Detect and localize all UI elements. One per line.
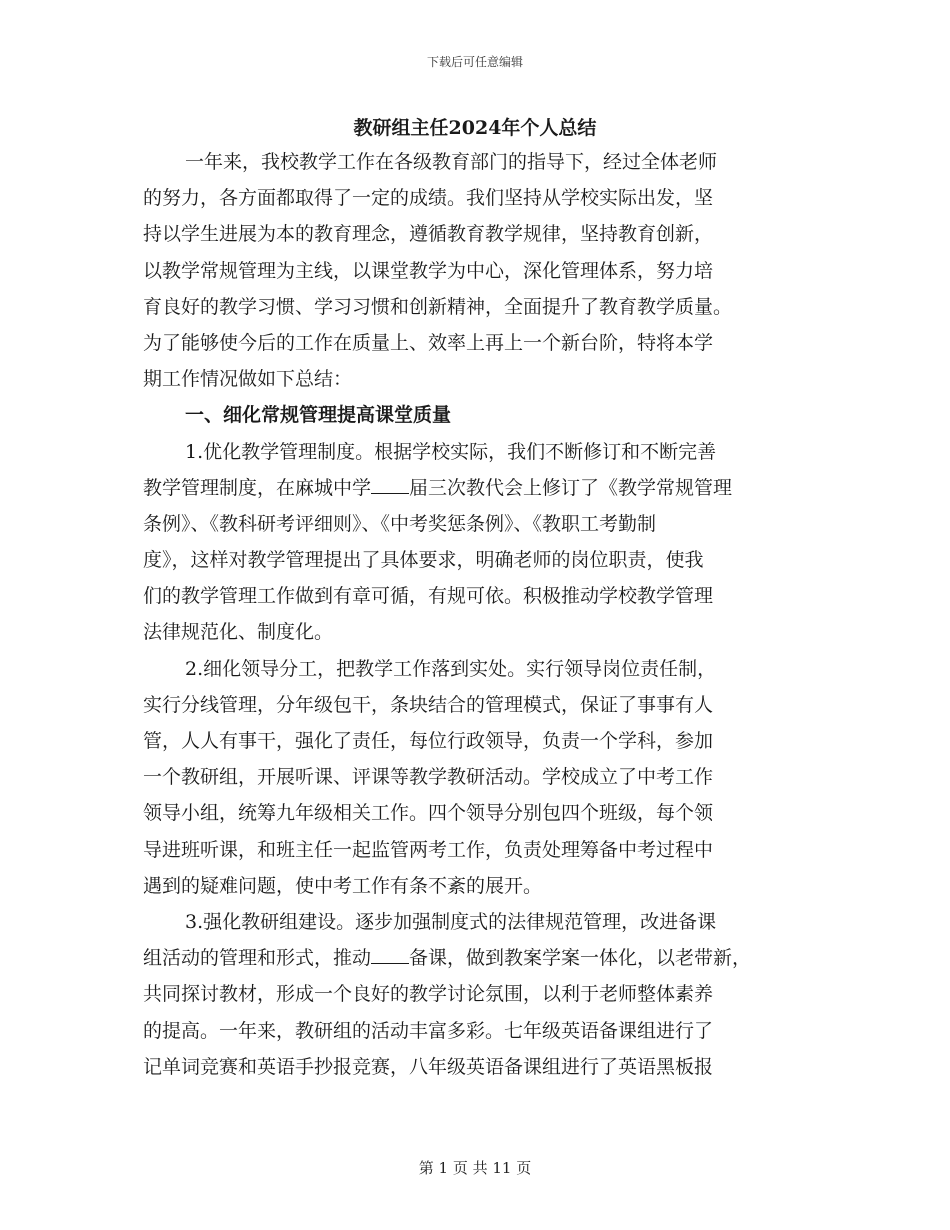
document-title: 教研组主任2024年个人总结 [353,117,597,139]
text-segment: 届三次教代会上修订了《教学常规管理 [409,476,733,499]
page-footer: 第 1 页 共 11 页 [418,1159,532,1177]
text-line: 一个教研组，开展听课、评课等教学教研活动。学校成立了中考工作 [143,766,714,789]
text-segment: 组活动的管理和形式，推动 [143,947,372,970]
text-line: 的提高。一年来，教研组的活动丰富多彩。七年级英语备课组进行了 [143,1019,714,1042]
text-line: 管，人人有事干，强化了责任，每位行政领导，负责一个学科，参加 [143,730,714,752]
text-line: 条例》、《教科研考评细则》、《中考奖惩条例》、《教职工考勤制 [143,512,657,535]
section-heading: 一、细化常规管理提高课堂质量 [185,404,452,427]
blank-underline [371,945,409,964]
text-line: 共同探讨教材，形成一个良好的教学讨论氛围，以利于老师整体素养 [143,983,714,1006]
text-line: 导进班听课，和班主任一起监管两考工作，负责处理筹备中考过程中 [143,838,714,861]
text-line: 记单词竞赛和英语手抄报竞赛，八年级英语备课组进行了英语黑板报 [143,1055,714,1078]
text-line: 一年来，我校教学工作在各级教育部门的指导下，经过全体老师 [185,151,718,173]
text-line: 实行分线管理，分年级包干，条块结合的管理模式，保证了事事有人 [143,693,714,716]
text-line: 领导小组，统筹九年级相关工作。四个领导分别包四个班级，每个领 [143,802,714,825]
text-line: 法律规范化、制度化。 [143,621,334,644]
text-line: 育良好的教学习惯、学习习惯和创新精神，全面提升了教育教学质量。 [143,295,733,318]
text-line: 期工作情况做如下总结： [143,368,353,391]
blank-underline [371,475,409,494]
text-line: 3.强化教研组建设。逐步加强制度式的法律规范管理，改进备课 [185,910,717,933]
text-line: 的努力，各方面都取得了一定的成绩。我们坚持从学校实际出发，坚 [143,187,714,210]
text-line: 以教学常规管理为主线，以课堂教学为中心，深化管理体系，努力培 [143,259,714,282]
text-line [143,470,823,506]
text-segment: 教学管理制度，在麻城中学 [143,476,372,499]
text-line: 持以学生进展为本的教育理念，遵循教育教学规律，坚持教育创新， [143,223,714,246]
text-line: 们的教学管理工作做到有章可循，有规可依。积极推动学校教学管理 [143,585,714,608]
text-line: 2.细化领导分工，把教学工作落到实处。实行领导岗位责任制， [185,657,717,680]
text-line: 1.优化教学管理制度。根据学校实际，我们不断修订和不断完善 [185,440,717,463]
header-note: 下载后可任意编辑 [426,55,523,69]
text-line: 遇到的疑难问题，使中考工作有条不紊的展开。 [143,874,543,897]
text-segment: 备课，做到教案学案一体化，以老带新， [409,947,752,970]
text-line: 度》，这样对教学管理提出了具体要求，明确老师的岗位职责，使我 [143,549,704,572]
text-line: 为了能够使今后的工作在质量上、效率上再上一个新台阶，特将本学 [143,331,714,354]
document-body [143,144,823,1085]
text-line [143,940,823,976]
